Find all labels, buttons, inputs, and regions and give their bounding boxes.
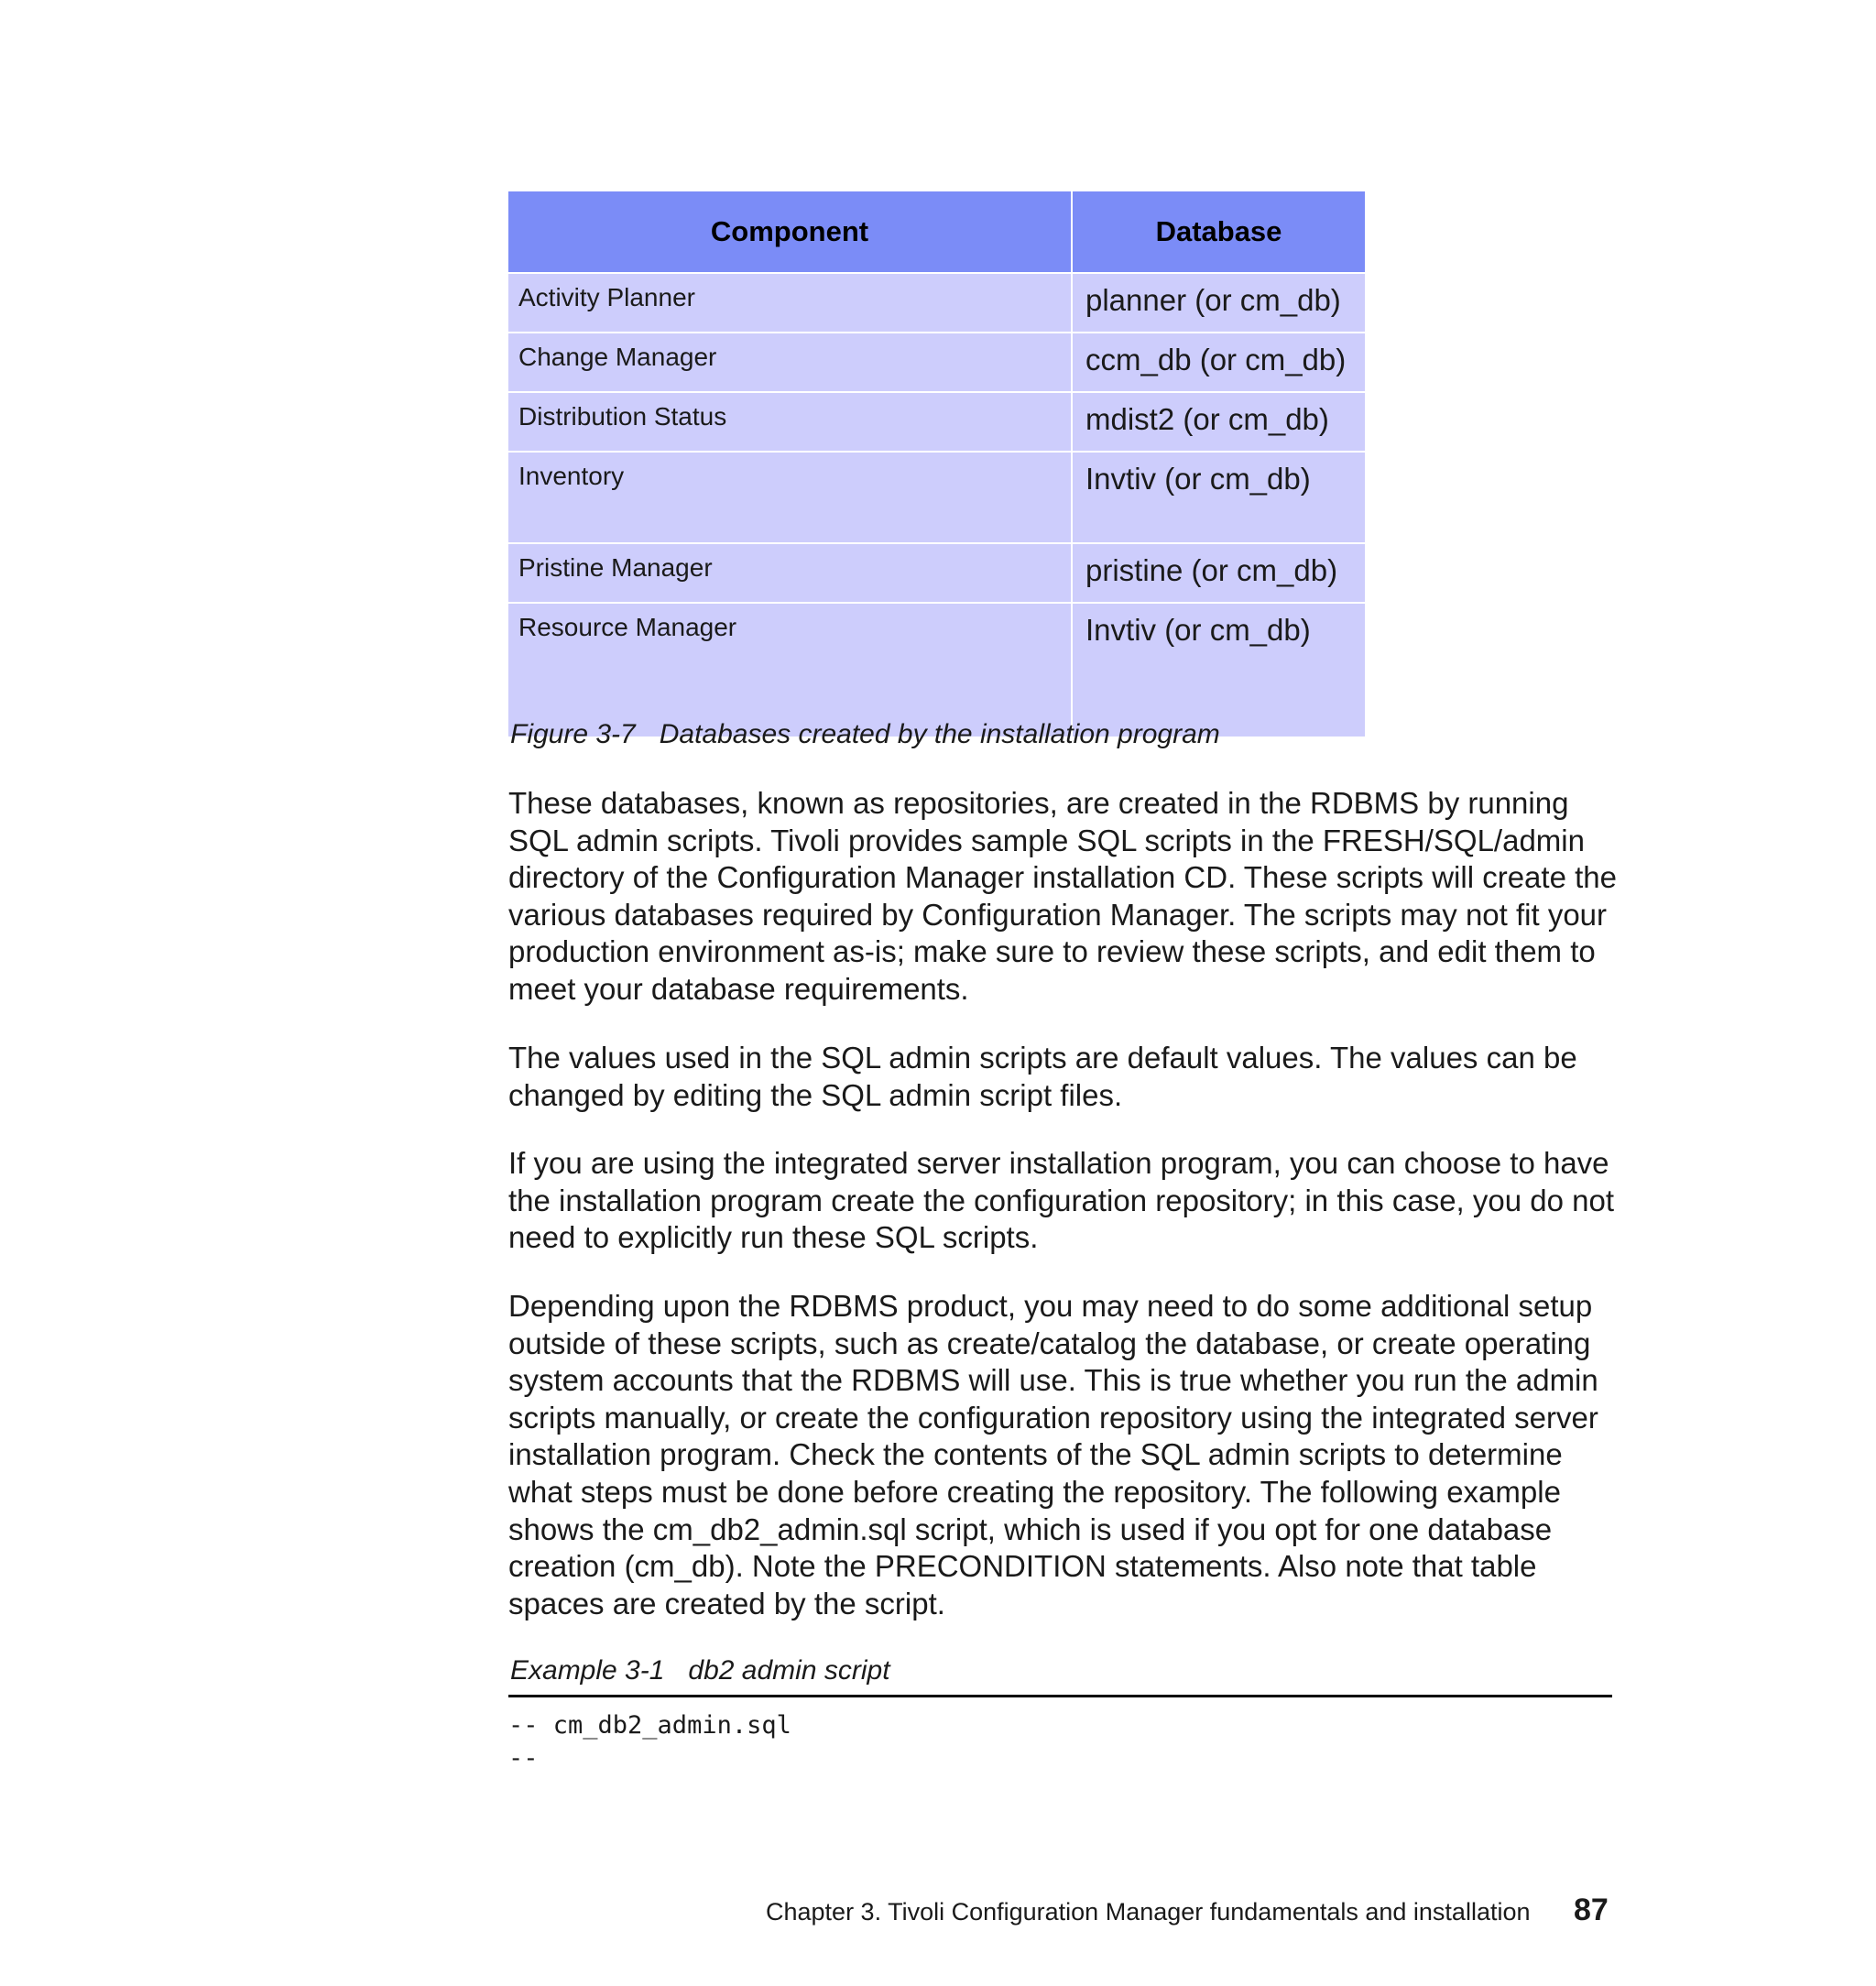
paragraph: If you are using the integrated server installation program, you can choose to have the installation program create the configuration repository; in this case, you do not need to explicitly run these SQL scripts.	[508, 1146, 1615, 1255]
component-cell: Distribution Status	[508, 392, 1072, 452]
figure-title: Databases created by the installation program	[659, 719, 1220, 749]
paragraph: The values used in the SQL admin scripts are default values. The values can be changed by editing the SQL admin script files.	[508, 1041, 1577, 1112]
page-number: 87	[1574, 1893, 1609, 1927]
component-cell: Activity Planner	[508, 273, 1072, 333]
paragraph: Depending upon the RDBMS product, you may need to do some additional setup outside of these scripts, such as create/catalog the database, or create operating system accounts that the RDBMS will use. This is true whether you run the admin scripts manually, or create the configuration repository using the integrated server installation program. Check the contents of the SQL admin scripts to determine what steps must be done before creating the repository. The following example shows the cm_db2_admin.sql script, which is used if you opt for one database creation (cm_db). Note the PRECONDITION statements. Also note that table spaces are created by the script.	[508, 1289, 1598, 1620]
table-header-row	[508, 191, 1365, 273]
table-row	[508, 452, 1365, 543]
table-row	[508, 333, 1365, 392]
footer-chapter-title: Chapter 3. Tivoli Configuration Manager fundamentals and installation	[766, 1898, 1531, 1926]
code-line: -- cm_db2_admin.sql	[508, 1711, 791, 1740]
column-header-component: Component	[508, 191, 1072, 273]
component-cell: Resource Manager	[508, 603, 1072, 737]
database-cell: mdist2 (or cm_db)	[1072, 392, 1365, 452]
code-line: --	[508, 1744, 539, 1773]
paragraph: These databases, known as repositories, are created in the RDBMS by running SQL admin scripts. Tivoli provides sample SQL scripts in the FRESH/SQL/admin directory of the Configuration Manager installation CD. These scripts will create the various databases required by Configuration Manager. The scripts may not fit your production environment as-is; make sure to review these scripts, and edit them to meet your database requirements.	[508, 786, 1617, 1006]
example-number: Example 3-1	[510, 1655, 665, 1686]
example-caption	[510, 1655, 890, 1686]
table-row	[508, 392, 1365, 452]
component-cell: Pristine Manager	[508, 543, 1072, 603]
database-cell: Invtiv (or cm_db)	[1072, 603, 1365, 737]
databases-table	[508, 191, 1365, 737]
table-row	[508, 603, 1365, 737]
component-cell: Change Manager	[508, 333, 1072, 392]
figure-caption	[510, 719, 1220, 750]
example-divider	[508, 1695, 1612, 1697]
column-header-database: Database	[1072, 191, 1365, 273]
table-row	[508, 273, 1365, 333]
example-title: db2 admin script	[688, 1655, 890, 1686]
database-cell: pristine (or cm_db)	[1072, 543, 1365, 603]
database-cell: ccm_db (or cm_db)	[1072, 333, 1365, 392]
component-cell: Inventory	[508, 452, 1072, 543]
database-cell: Invtiv (or cm_db)	[1072, 452, 1365, 543]
database-cell: planner (or cm_db)	[1072, 273, 1365, 333]
table-row	[508, 543, 1365, 603]
figure-number: Figure 3-7	[510, 719, 636, 749]
